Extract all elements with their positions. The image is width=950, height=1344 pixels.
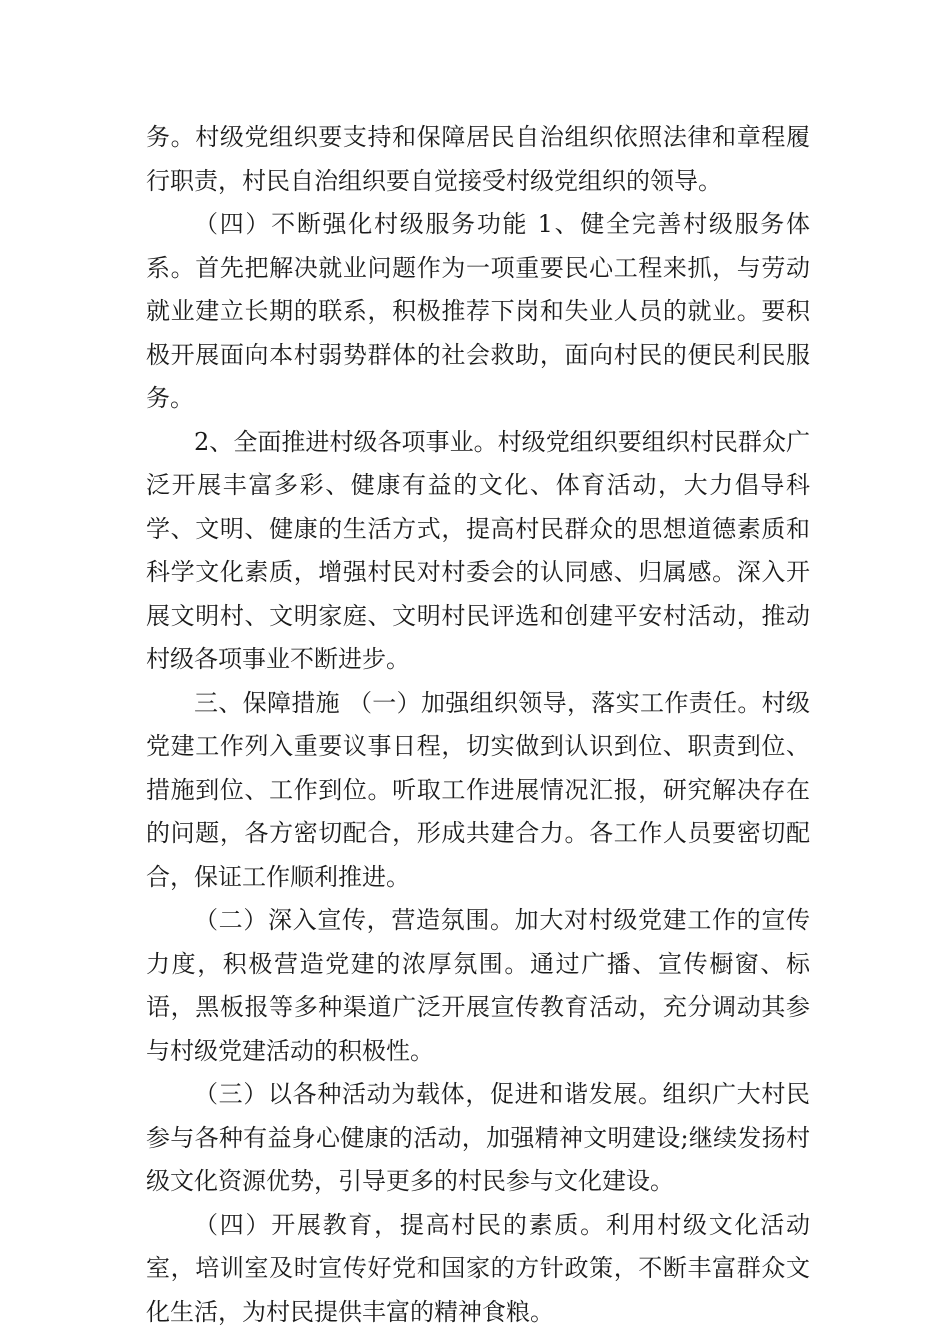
- paragraph-3: 2、全面推进村级各项事业。村级党组织要组织村民群众广泛开展丰富多彩、健康有益的文化、体育活动，大力倡导科学、文明、健康的生活方式，提高村民群众的思想道德素质和科学文化素质，增强村民对村委会的认同感、归属感。深入开展文明村、文明家庭、文明村民评选和创建平安村活动，推动村级各项事业不断进步。: [146, 427, 810, 673]
- document-body: [146, 116, 810, 1334]
- paragraph-6: （三）以各种活动为载体，促进和谐发展。组织广大村民参与各种有益身心健康的活动，加强精神文明建设;继续发扬村级文化资源优势，引导更多的村民参与文化建设。: [146, 1080, 810, 1195]
- paragraph-1: 务。村级党组织要支持和保障居民自治组织依照法律和章程履行职责，村民自治组织要自觉接受村级党组织的领导。: [146, 123, 810, 195]
- paragraph-7: （四）开展教育，提高村民的素质。利用村级文化活动室，培训室及时宣传好党和国家的方针政策，不断丰富群众文化生活，为村民提供丰富的精神食粮。: [146, 1210, 810, 1326]
- paragraph-5: （二）深入宣传，营造氛围。加大对村级党建工作的宣传力度，积极营造党建的浓厚氛围。通过广播、宣传橱窗、标语，黑板报等多种渠道广泛开展宣传教育活动，充分调动其参与村级党建活动的积极性。: [146, 906, 810, 1065]
- paragraph-2: （四）不断强化村级服务功能 1、健全完善村级服务体系。首先把解决就业问题作为一项重要民心工程来抓，与劳动就业建立长期的联系，积极推荐下岗和失业人员的就业。要积极开展面向本村弱势群体的社会救助，面向村民的便民利民服务。: [146, 210, 810, 412]
- paragraph-4: 三、保障措施 （一）加强组织领导，落实工作责任。村级党建工作列入重要议事日程，切实做到认识到位、职责到位、措施到位、工作到位。听取工作进展情况汇报，研究解决存在的问题，各方密切配合，形成共建合力。各工作人员要密切配合，保证工作顺利推进。: [146, 688, 810, 891]
